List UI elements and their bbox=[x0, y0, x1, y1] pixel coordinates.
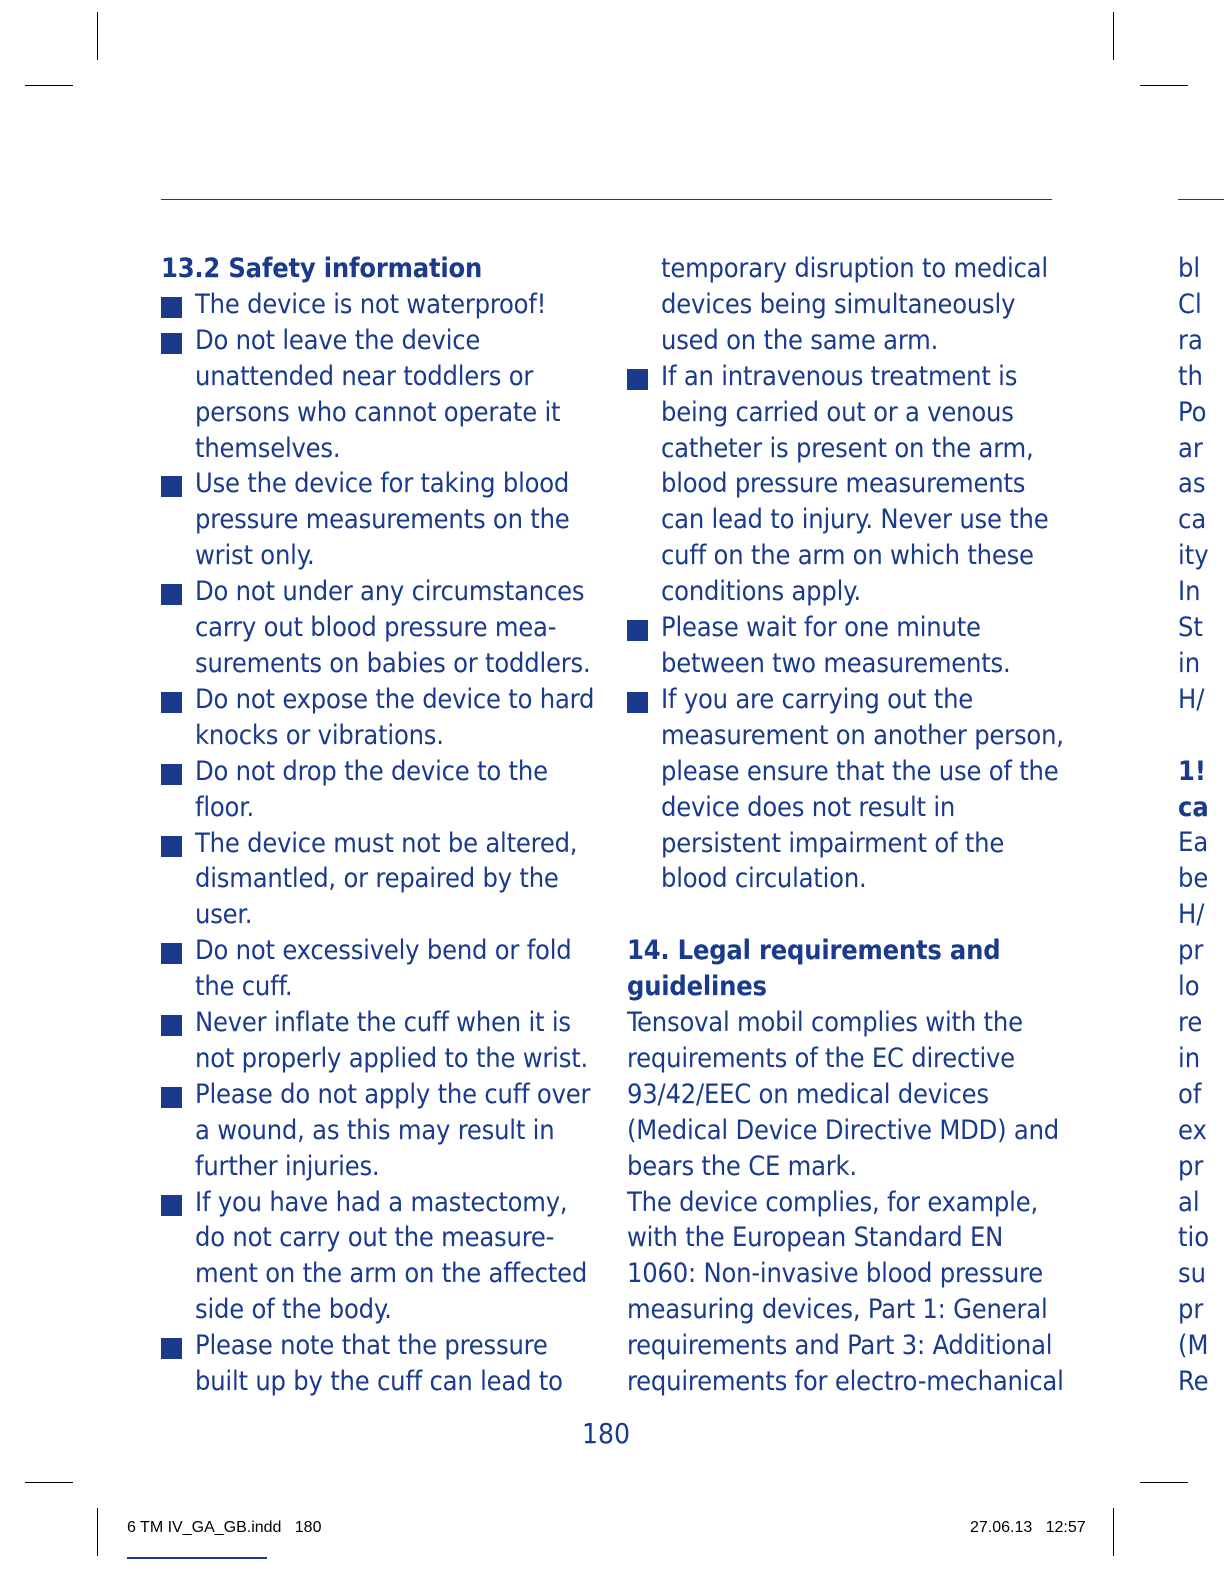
strip-line: su bbox=[1178, 1258, 1207, 1290]
strip-line: re bbox=[1178, 1007, 1203, 1039]
strip-line: ra bbox=[1178, 324, 1203, 356]
legal-paragraph: Tensoval mobil complies with the requirements of the EC directive 93/42/EEC on medical devices (Medical Device Directive MDD) and bears the CE mark. bbox=[627, 1007, 1059, 1182]
section-heading-legal-requirements: 14. Legal requirements and guidelines bbox=[627, 935, 1001, 1003]
facing-page-strip bbox=[1178, 251, 1224, 1400]
header-rule bbox=[161, 199, 1052, 200]
strip-line: In bbox=[1178, 576, 1201, 608]
left-column bbox=[161, 251, 601, 1400]
strip-line: tio bbox=[1178, 1222, 1210, 1254]
strip-line: in bbox=[1178, 1042, 1201, 1074]
strip-heading-line: ca bbox=[1178, 791, 1209, 823]
strip-line: bl bbox=[1178, 253, 1201, 284]
legal-paragraph: The device complies, for example, with the European Standard EN 1060: Non-invasive blood pressure measuring devices, Part 1: General requirements and Part 3: Additional requirements for electro-mechanical bbox=[627, 1186, 1064, 1398]
page-number: 180 bbox=[581, 1417, 631, 1450]
crop-mark-top-left-horizontal bbox=[25, 85, 73, 86]
strip-line: pr bbox=[1178, 935, 1204, 967]
list-item: The device must not be altered, dismantled, or repaired by the user. bbox=[161, 826, 601, 934]
header-rule-next-page bbox=[1178, 199, 1224, 200]
strip-line: Ea bbox=[1178, 827, 1209, 859]
strip-line: al bbox=[1178, 1186, 1200, 1218]
list-item: Do not under any circumstances carry out blood pressure mea- surements on babies or toddlers. bbox=[161, 574, 601, 682]
strip-line: Po bbox=[1178, 396, 1207, 428]
strip-line: Cl bbox=[1178, 288, 1202, 320]
safety-bullet-list-continued bbox=[627, 359, 1067, 898]
crop-mark-bottom-left-vertical bbox=[97, 1508, 98, 1556]
strip-line: be bbox=[1178, 863, 1209, 895]
strip-line: ex bbox=[1178, 1114, 1207, 1146]
slug-file-name: 6 TM IV_GA_GB.indd 180 bbox=[127, 1519, 322, 1536]
section-heading-safety-information: 13.2 Safety information bbox=[161, 253, 483, 284]
list-item: Please do not apply the cuff over a wound, as this may result in further injuries. bbox=[161, 1077, 601, 1185]
strip-line: H/ bbox=[1178, 683, 1205, 715]
list-item: Do not leave the device unattended near toddlers or persons who cannot operate it themselves. bbox=[161, 323, 601, 467]
list-item: Please note that the pressure built up by the cuff can lead to bbox=[161, 1328, 601, 1400]
strip-line: ar bbox=[1178, 432, 1203, 464]
slug-underline bbox=[127, 1557, 267, 1559]
strip-spacer bbox=[1178, 718, 1224, 754]
crop-mark-bottom-right-horizontal bbox=[1140, 1482, 1188, 1483]
strip-line: pr bbox=[1178, 1294, 1204, 1326]
strip-line: of bbox=[1178, 1078, 1202, 1110]
strip-line: in bbox=[1178, 647, 1201, 679]
strip-line: as bbox=[1178, 468, 1206, 500]
list-item: Use the device for taking blood pressure measurements on the wrist only. bbox=[161, 466, 601, 574]
strip-line: ca bbox=[1178, 504, 1207, 536]
strip-line: St bbox=[1178, 612, 1203, 644]
list-item: Please wait for one minute between two measurements. bbox=[627, 610, 1067, 682]
strip-heading-line: 1! bbox=[1178, 755, 1206, 787]
strip-line: th bbox=[1178, 360, 1203, 392]
list-item: Do not excessively bend or fold the cuff. bbox=[161, 933, 601, 1005]
section-spacer bbox=[627, 897, 1067, 933]
middle-column bbox=[627, 251, 1067, 1400]
list-item: Never inflate the cuff when it is not properly applied to the wrist. bbox=[161, 1005, 601, 1077]
list-item: The device is not waterproof! bbox=[161, 287, 601, 323]
list-item: If you have had a mastectomy, do not carry out the measure- ment on the arm on the affected side of the body. bbox=[161, 1185, 601, 1329]
strip-line: Re bbox=[1178, 1366, 1209, 1398]
crop-mark-bottom-left-horizontal bbox=[25, 1482, 73, 1483]
list-item: If an intravenous treatment is being carried out or a venous catheter is present on the arm, blood pressure measurements can lead to injury. Never use the cuff on the arm on which these conditions apply. bbox=[627, 359, 1067, 610]
list-item: Do not expose the device to hard knocks or vibrations. bbox=[161, 682, 601, 754]
list-item: If you are carrying out the measurement on another person, please ensure that the use of the device does not result in persistent impairment of the blood circulation. bbox=[627, 682, 1067, 897]
slug-timestamp: 27.06.13 12:57 bbox=[970, 1519, 1086, 1536]
strip-line: pr bbox=[1178, 1150, 1204, 1182]
strip-line: (M bbox=[1178, 1330, 1209, 1362]
crop-mark-top-left-vertical bbox=[97, 12, 98, 60]
strip-line: ity bbox=[1178, 540, 1209, 572]
list-item: Do not drop the device to the floor. bbox=[161, 754, 601, 826]
crop-mark-top-right-horizontal bbox=[1140, 85, 1188, 86]
strip-line: H/ bbox=[1178, 899, 1205, 931]
crop-mark-bottom-right-vertical bbox=[1113, 1508, 1114, 1556]
safety-bullet-list bbox=[161, 287, 601, 1400]
strip-line: lo bbox=[1178, 971, 1200, 1003]
crop-mark-top-right-vertical bbox=[1113, 12, 1114, 60]
bullet-continuation: temporary disruption to medical devices being simultaneously used on the same arm. bbox=[661, 253, 1048, 356]
